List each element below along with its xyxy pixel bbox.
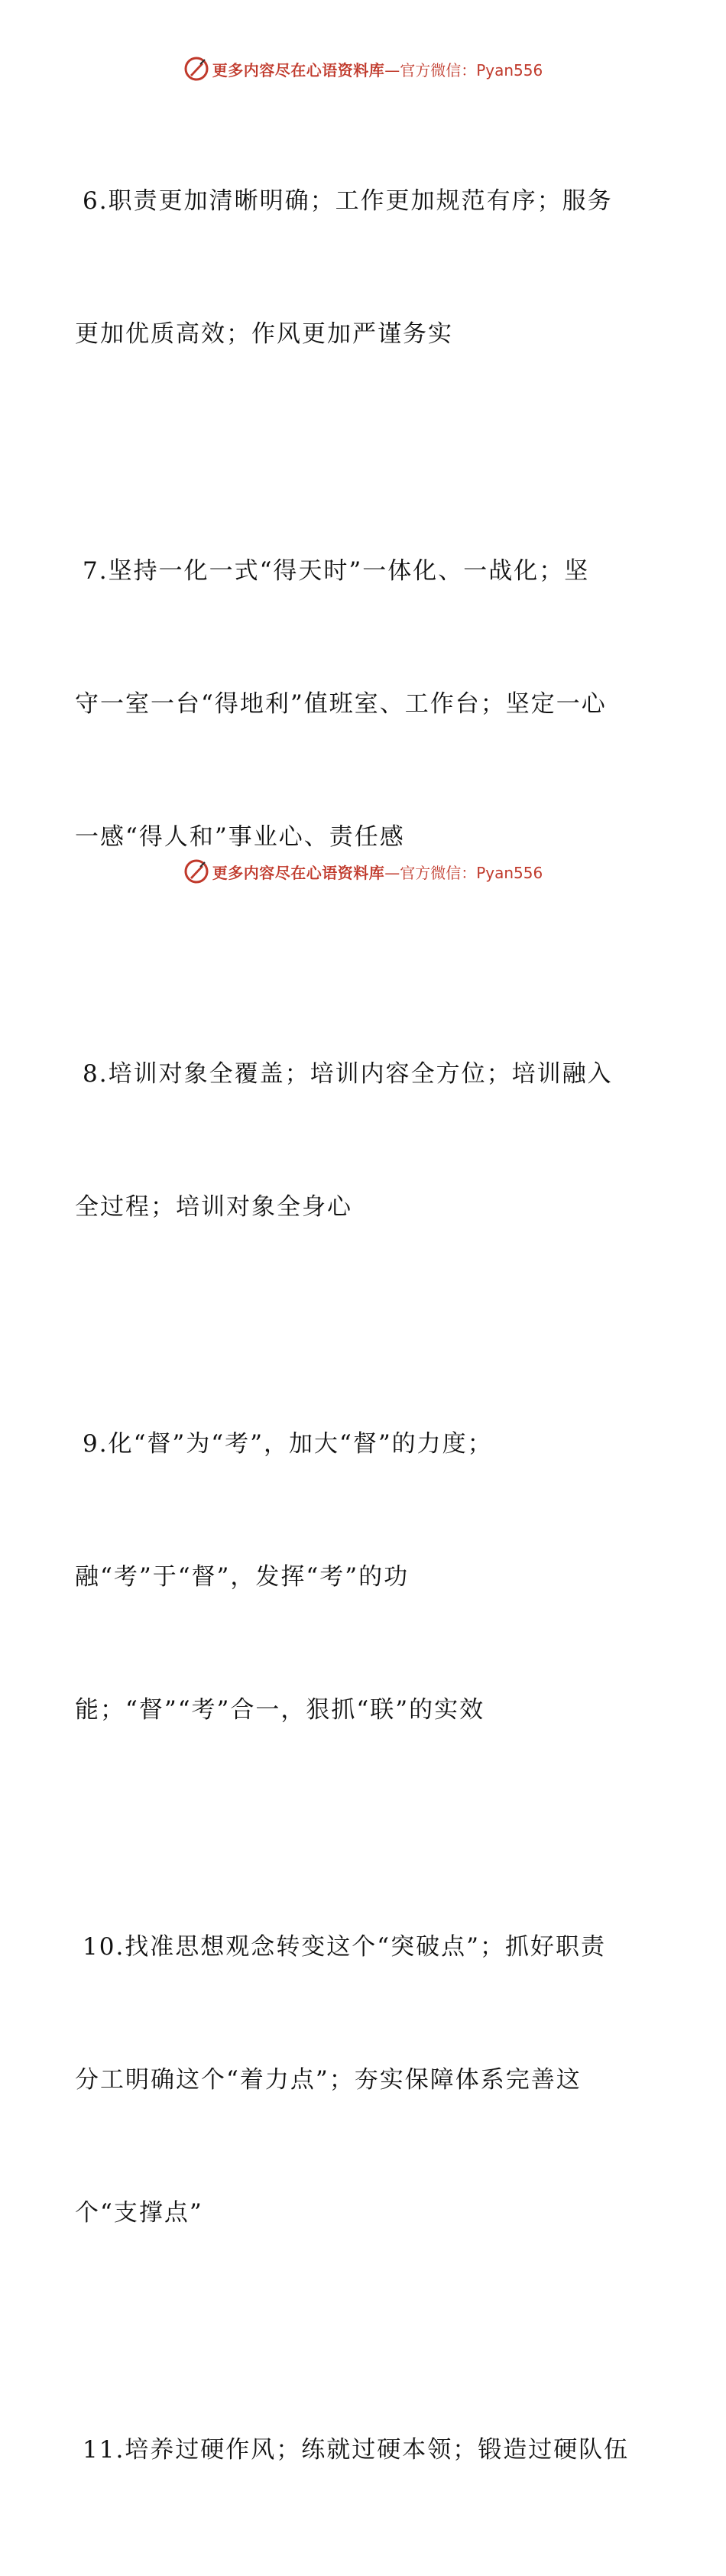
- item-line: 能；“督”“考”合一，狠抓“联”的实效: [75, 1696, 485, 1724]
- list-item: [75, 90, 656, 445]
- item-line: 9.化“督”为“考”，加大“督”的力度；: [83, 1430, 493, 1458]
- list-item: [75, 1333, 656, 1821]
- item-line: 全过程；培训对象全身心: [75, 1193, 352, 1221]
- header-banner-tail: —官方微信：Pyan556: [384, 60, 543, 79]
- list-item: [75, 963, 656, 1318]
- item-line: 11.培养过硬作风；练就过硬本领；锻造过硬队伍: [83, 2436, 630, 2464]
- footer-banner-tail: —官方微信：Pyan556: [384, 863, 543, 882]
- document-body: [75, 90, 656, 2576]
- item-line: 更加优质高效；作风更加严谨务实: [75, 320, 453, 348]
- quill-logo-icon: [183, 858, 209, 884]
- item-line: 融“考”于“督”，发挥“考”的功: [75, 1563, 410, 1591]
- header-banner-lead: 更多内容尽在心语资料库: [212, 60, 385, 79]
- item-line: 10.找准思想观念转变这个“突破点”；抓好职责: [83, 1933, 606, 1961]
- item-line: 一感“得人和”事业心、责任感: [75, 823, 405, 851]
- item-line: 6.职责更加清晰明确；工作更加规范有序；服务: [83, 187, 613, 215]
- footer-banner-lead: 更多内容尽在心语资料库: [212, 863, 385, 882]
- item-line: 分工明确这个“着力点”；夯实保障体系完善这: [75, 2066, 582, 2094]
- list-item: [75, 1836, 656, 2324]
- item-line: 8.培训对象全覆盖；培训内容全方位；培训融入: [83, 1060, 613, 1088]
- footer-banner: [0, 856, 726, 887]
- item-line: 个“支撑点”: [75, 2199, 203, 2227]
- item-line: 守一室一台“得地利”值班室、工作台；坚定一心: [75, 690, 607, 718]
- item-line: 7.坚持一化一式“得天时”一体化、一战化；坚: [83, 557, 590, 585]
- header-banner: [0, 54, 726, 84]
- list-item: [75, 2339, 656, 2561]
- quill-logo-icon: [183, 56, 209, 82]
